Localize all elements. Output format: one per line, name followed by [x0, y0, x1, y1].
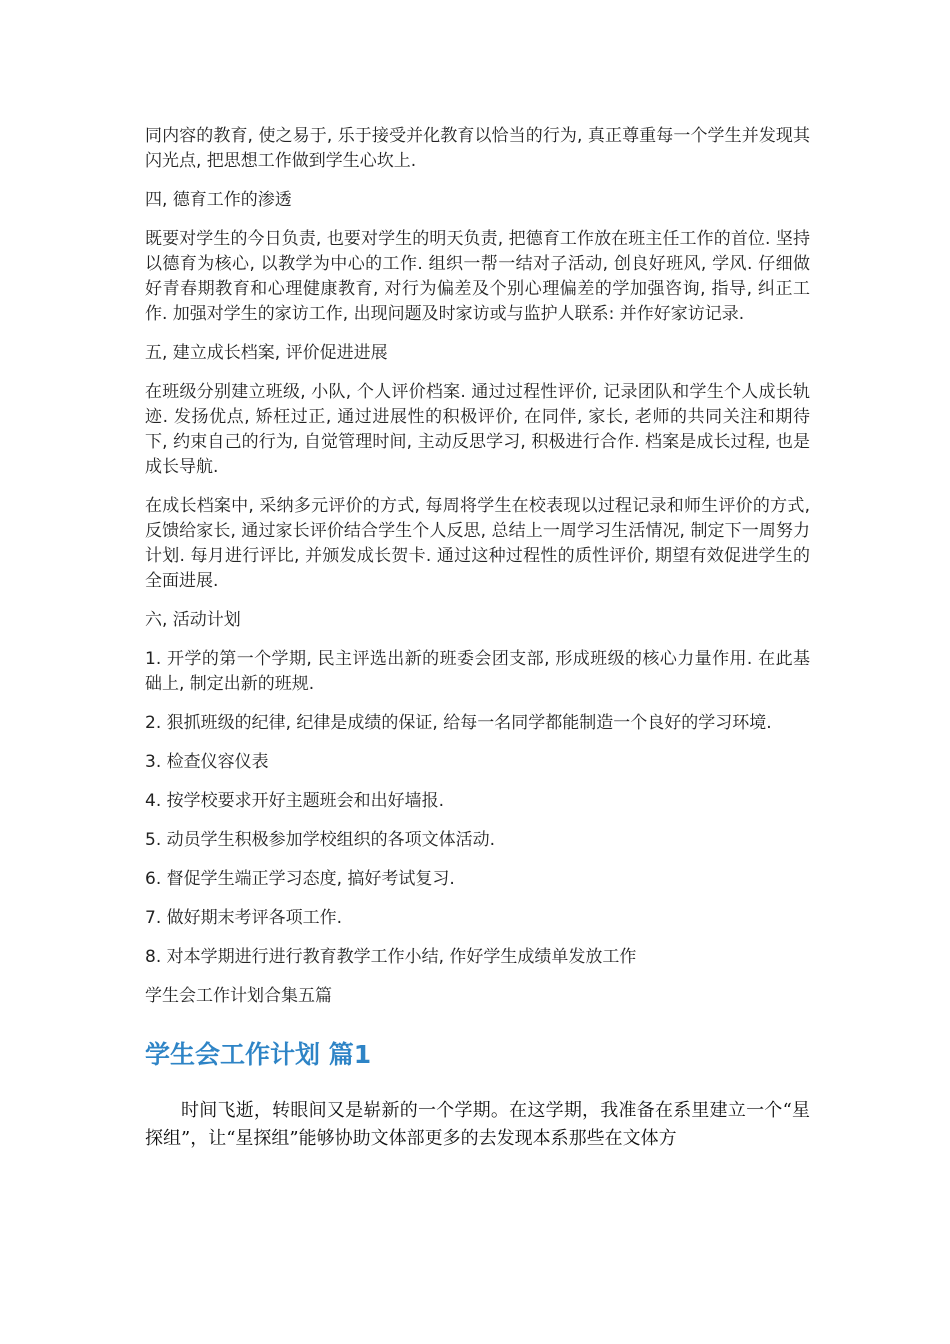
paragraph: 同内容的教育, 使之易于, 乐于接受并化教育以恰当的行为, 真正尊重每一个学生并发现其闪光点, 把思想工作做到学生心坎上. — [145, 126, 810, 171]
list-item: 5. 动员学生积极参加学校组织的各项文体活动. — [145, 830, 496, 850]
list-item: 6. 督促学生端正学习态度, 搞好考试复习. — [145, 869, 455, 889]
paragraph: 既要对学生的今日负责, 也要对学生的明天负责, 把德育工作放在班主任工作的首位. 坚持以德育为核心, 以教学为中心的工作. 组织一帮一结对子活动, 创良好班风, 学风. 仔细做好青春期教育和心理健康教育, 对行为偏差及个别心理偏差的学加强咨询, 指导, 纠正工作. 加强对学生的家访工作, 出现问题及时家访或与监护人联系: 并作好家访记录. — [145, 229, 810, 324]
list-item: 8. 对本学期进行进行教育教学工作小结, 作好学生成绩单发放工作 — [145, 947, 637, 967]
list-item: 1. 开学的第一个学期, 民主评选出新的班委会团支部, 形成班级的核心力量作用. 在此基础上, 制定出新的班规. — [145, 649, 810, 694]
paragraph: 在成长档案中, 采纳多元评价的方式, 每周将学生在校表现以过程记录和师生评价的方式, 反馈给家长, 通过家长评价结合学生个人反思, 总结上一周学习生活情况, 制定下一周努力计划. 每月进行评比, 并颁发成长贺卡. 通过这种过程性的质性评价, 期望有效促进学生的全面进展. — [145, 496, 810, 591]
list-item: 7. 做好期末考评各项工作. — [145, 908, 343, 928]
article-heading: 学生会工作计划 篇1 — [145, 1040, 372, 1069]
list-item: 3. 检查仪容仪表 — [145, 752, 269, 772]
document-page — [145, 124, 810, 1153]
section-heading-4: 四, 德育工作的渗透 — [145, 190, 292, 210]
paragraph: 在班级分别建立班级, 小队, 个人评价档案. 通过过程性评价, 记录团队和学生个人成长轨迹. 发扬优点, 矫枉过正, 通过进展性的积极评价, 在同伴, 家长, 老师的共同关注和期待下, 约束自己的行为, 自觉管理时间, 主动反思学习, 积极进行合作. 档案是成长过程, 也是成长导航. — [145, 382, 810, 477]
list-item: 4. 按学校要求开好主题班会和出好墙报. — [145, 791, 445, 811]
list-item: 2. 狠抓班级的纪律, 纪律是成绩的保证, 给每一名同学都能制造一个良好的学习环境. — [145, 713, 772, 733]
section-heading-5: 五, 建立成长档案, 评价促进进展 — [145, 343, 388, 363]
section-heading-6: 六, 活动计划 — [145, 610, 241, 630]
body-paragraph: 时间飞逝，转眼间又是崭新的一个学期。在这学期，我准备在系里建立一个“星探组”，让“星探组”能够协助文体部更多的去发现本系那些在文体方 — [145, 1100, 810, 1149]
collection-title: 学生会工作计划合集五篇 — [145, 986, 332, 1006]
